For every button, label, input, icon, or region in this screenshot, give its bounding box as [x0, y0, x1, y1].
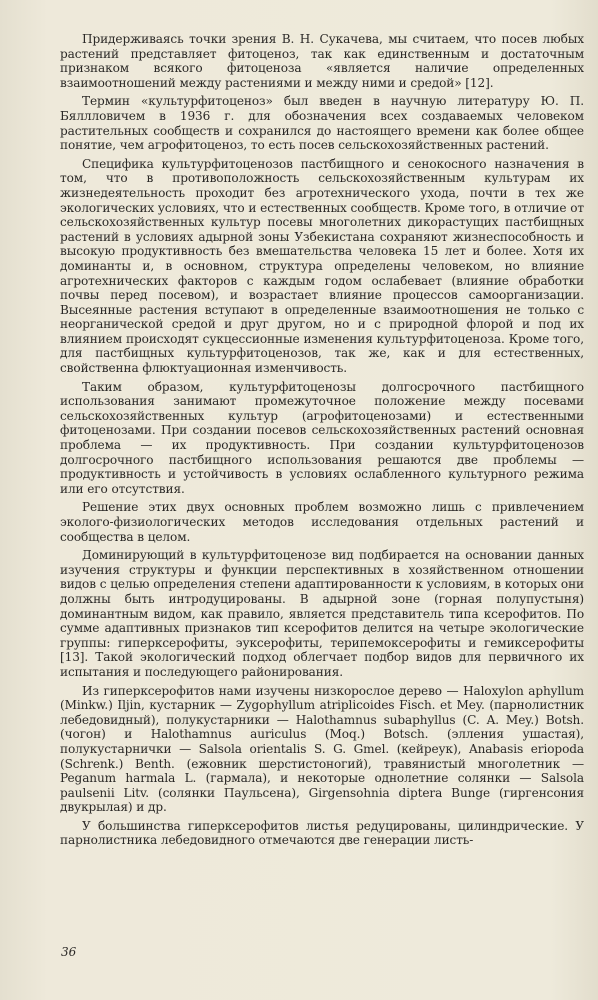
paragraph-1: Придерживаясь точки зрения В. Н. Сукачева, мы считаем, что посев любых растений представляет фитоценоз, так как единственным и достаточным признаком всякого фитоценоза «является наличие определенных взаимоотношений между растениями и между ними и средой» [12].	[60, 32, 584, 90]
body-text	[60, 32, 584, 852]
paragraph-2: Термин «культурфитоценоз» был введен в научную литературу Ю. П. Бяллловичем в 1936 г. для обозначения всех создаваемых человеком растительных сообществ и сохранился до настоящего времени как более общее понятие, чем агрофитоценоз, то есть посев сельскохозяйственных растений.	[60, 94, 584, 153]
paragraph-3: Специфика культурфитоценозов пастбищного и сенокосного назначения в том, что в противоположность сельскохозяйственным культурам их жизнедеятельность проходит без агротехнического ухода, почти в тех же экологических условиях, что и естественных сообществ. Кроме того, в отличие от сельскохозяйственных культур посевы многолетних дикорастущих пастбищных растений в условиях адырной зоны Узбекистана сохраняют жизнеспособность и высокую продуктивность без вмешательства человека 15 лет и более. Хотя их доминанты и, в основном, структура определены человеком, но влияние агротехнических факторов с каждым годом ослабевает (влияние обработки почвы перед посевом), и возрастает влияние процессов самоорганизации. Высеянные растения вступают в определенные взаимоотношения не только с неорганической средой и друг другом, но и с природной флорой и под их влиянием происходят сукцессионные изменения культурфитоценоза. Кроме того, для пастбищных культурфитоценозов, так же, как и для естественных, свойственна флюктуационная изменчивость.	[60, 156, 584, 376]
paragraph-5: Решение этих двух основных проблем возможно лишь с привлечением эколого-физиологических методов исследования отдельных растений и сообщества в целом.	[60, 500, 584, 544]
paragraph-7: Из гиперксерофитов нами изучены низкорослое дерево — Haloxylon aphyllum (Minkw.) Iljin, кустарник — Zygophyllum atriplicoides Fisch. et Mey. (парнолистник лебедовидный), полукустарники — Halothamnus subaphyllus (C. A. Mey.) Botsh. (чогон) и Halothamnus auriculus (Moq.) Botsch. (элления ушастая), полукустарнички — Salsola orientalis S. G. Gmel. (кейреук), Anabasis eriopoda (Schrenk.) Benth. (ежовник шерстистоногий), травянистый многолетник — Peganum harmala L. (гармала), и некоторые однолетние солянки — Salsola paulsenii Litv. (солянки Паульсена), Girgensohnia diptera Bunge (гиргенсония двукрылая) и др.	[60, 683, 584, 815]
paragraph-4: Таким образом, культурфитоценозы долгосрочного пастбищного использования занимают промежуточное положение между посевами сельскохозяйственных культур (агрофитоценозами) и естественными фитоценозами. При создании посевов сельскохозяйственных растений основная проблема — их продуктивность. При создании культурфитоценозов долгосрочного пастбищного использования решаются две проблемы — продуктивность и устойчивость в условиях ослабленного культурного режима или его отсутствия.	[60, 379, 584, 496]
paragraph-8: У большинства гиперксерофитов листья редуцированы, цилиндрические. У парнолистника лебедовидного отмечаются две генерации листь-	[60, 818, 584, 848]
paragraph-6: Доминирующий в культурфитоценозе вид подбирается на основании данных изучения структуры и функции перспективных в хозяйственном отношении видов с целью определения степени адаптированности к условиям, в которых они должны быть интродуцированы. В адырной зоне (горная полупустыня) доминантным видом, как правило, является представитель типа ксерофитов. По сумме адаптивных признаков тип ксерофитов делится на четыре экологические группы: гиперксерофиты, эуксерофиты, терипемоксерофиты и гемиксерофиты [13]. Такой экологический подход облегчает подбор видов для первичного их испытания и последующего районирования.	[60, 548, 584, 679]
page-number: 36	[61, 945, 77, 959]
